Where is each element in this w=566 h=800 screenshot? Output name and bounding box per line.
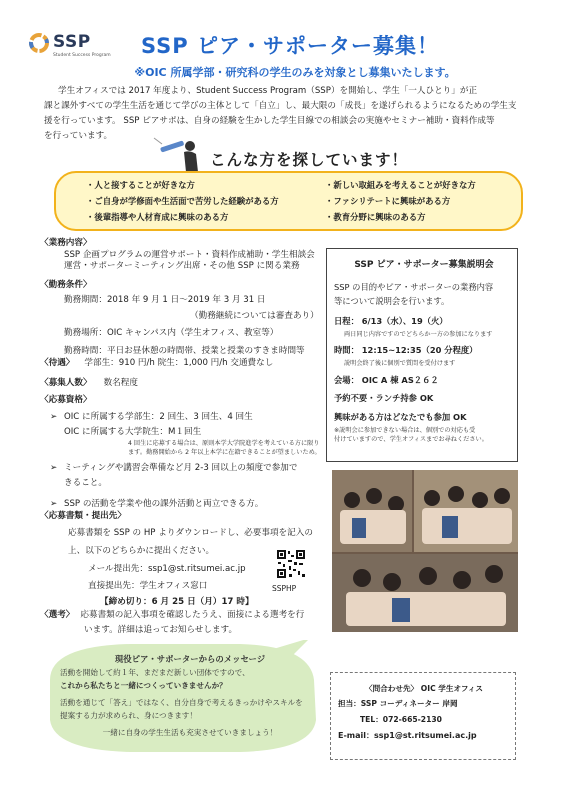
info-note: 興味がある方はどなたでも参加 OK [334,412,467,422]
qual-item [40,409,330,425]
contact-heading: 〈問合わせ先〉 OIC 学生オフィス [364,684,484,693]
intro-line: 課と課外すべての学生生活を通じて学びの主体として「自立」し、最大限の「成長」を遂げられるようになるための学生支 [44,101,517,111]
qual-text: OIC に所属する学部生：2 回生、3 回生、4 回生 [64,412,253,422]
conditions-period-note: （勤務継続については審査あり） [190,311,319,321]
contact-tel: TEL：072-665-2130 [360,715,442,724]
qual-text: ミーティングや講習会準備など月 2-3 回以上の頻度で参加で [64,463,298,473]
logo-subtext: Student Success Program [53,53,111,58]
intro-paragraph [44,84,524,144]
intro-line: 援を行っています。 SSP ピアサポは、自身の経験を生かした学生目線での相談会の実施やセミナー補助・資料作成等 [44,116,495,126]
bullet-arrow-icon: ➢ [50,463,58,473]
contact-content [338,682,510,744]
conditions-time: 勤務時間：平日お昼休憩の時間帯、授業と授業のすきま時間等 [64,346,305,356]
apply-line: 上、以下のどちらかに提出ください。 [68,546,215,556]
criteria-item: ・新しい取組みを考えることが好きな方 [325,180,476,190]
students-photos [332,470,518,632]
bullet-arrow-icon: ➢ [50,499,58,509]
duties-line: 運営・サポーターミーティング出席・その他 SSP に関る業務 [64,261,300,271]
criteria-item: ・人と接することが好きな方 [86,180,195,190]
info-desc: 等について説明会を行います。 [334,296,450,306]
message-line: 活動を通じて「答え」ではなく、自分自身で考えるきっかけやスキルを [60,698,303,707]
info-date: 日程： 6/13（水）、19（火） [334,316,448,326]
duties-line: SSP 企画プログラムの運営サポート・資料作成補助・学生相談会 [64,250,315,260]
criteria-left-list [86,177,306,225]
ssp-ring-icon [28,32,50,54]
qualification-section [40,393,330,512]
conditions-heading: 〈勤務条件〉 [40,280,92,290]
apply-deadline: 【締め切り：6 月 25 日（月）17 時】 [100,597,254,607]
duties-heading: 〈業務内容〉 [40,238,92,248]
info-note: 予約不要・ランチ持参 OK [334,393,434,403]
info-date-note: 両日同じ内容ですのでどちらか一方の参加になります [344,331,493,338]
apply-direct: 直接提出先：学生オフィス窓口 [88,581,208,591]
search-heading: こんな方を探しています！ [210,151,409,169]
criteria-item: ・ファシリテートに興味がある方 [325,196,451,206]
info-time: 時間： 12:15~12:35（20 分程度） [334,345,478,355]
info-venue: 会場： OIC A 棟 AS２６２ [334,375,439,385]
selection-section [40,608,340,638]
pay-heading: 〈待遇〉 [40,358,75,368]
message-line: 活動を開始して約１年、まだまだ新しい団体ですので、 [60,668,250,677]
info-session-title: SSP ピア・サポーター募集説明会 [354,260,494,270]
criteria-item: ・教育分野に興味のある方 [325,212,426,222]
criteria-item: ・後輩指導や人材育成に興味のある方 [86,212,229,222]
qual-note: ます。勤務開始から 2 年以上本学に在籍できることが望ましいため。 [128,449,321,456]
contact-email: E-mail：ssp1@st.ritsumei.ac.jp [338,731,477,740]
selection-line: います。詳細は追ってお知らせします。 [84,625,238,635]
message-line: 提案する力が求められ、身につきます！ [60,711,197,720]
intro-line: 学生オフィスでは 2017 年度より、Student Success Program（SSP）を開始し、学生「一人ひとり」が正 [58,86,478,96]
selection-line: 応募書類の記入事項を確認したうえ、面接による選考を行 [80,610,305,620]
qual-note: 4 回生に応募する場合は、原則本学大学院進学を考えている方に限り [128,440,320,447]
apply-heading: 〈応募書類・提出先〉 [40,511,126,521]
bullet-arrow-icon: ➢ [50,412,58,422]
ssp-logo [28,32,111,64]
qual-text: きること。 [64,478,107,488]
conditions-period: 勤務期間：2018 年 9 月 1 日～2019 年 3 月 31 日 [64,295,266,305]
criteria-right-list [325,177,525,225]
qualification-heading: 〈応募資格〉 [40,395,92,405]
count-heading: 〈募集人数〉 [40,378,92,388]
contact-person: 担当：SSP コーディネーター 岸岡 [338,699,458,708]
apply-line: 応募書類を SSP の HP よりダウンロードし、必要事項を記入の [68,528,313,538]
info-note-small: ※説明会に参加できない場合は、個別での対応も受 [334,427,476,434]
qr-label: SSPHP [272,584,297,593]
logo-name: SSP [53,32,91,52]
conditions-place: 勤務場所：OIC キャンパス内（学生オフィス、教室等） [64,328,279,338]
selection-row [40,608,340,623]
count-value: 数名程度 [103,378,138,388]
intro-line: を行っています。 [44,131,113,141]
criteria-item: ・ご自身が学修面や生活面で苦労した経験がある方 [86,196,279,206]
page-subtitle: ※OIC 所属学部・研究科の学生のみを対象とし募集いたします。 [134,66,456,79]
pay-value: 学部生：910 円/h 院生：1,000 円/h 交通費なし [84,358,274,368]
message-content [60,652,320,740]
qr-code-icon [276,549,306,579]
message-line: 一緒に自身の学生生活も充実させていきましょう！ [102,728,278,737]
pay-section [40,356,330,370]
qual-text: SSP の活動を学業や他の課外活動と両立できる方。 [64,499,264,509]
message-line: これから私たちと一緒につくっていきませんか？ [60,681,227,690]
apply-mail: メール提出先：ssp1@st.ritsumei.ac.jp [88,564,246,574]
info-note-small: 付けていますので、学生オフィスまでお尋ねください。 [334,436,488,443]
count-section [40,376,330,390]
page-title: SSP ピア・サポーター募集！ [140,34,439,58]
duties-section [40,236,320,272]
conditions-section [40,278,330,360]
qual-item [40,460,330,476]
info-desc: SSP の目的やピア・サポーターの業務内容 [334,282,494,292]
qual-text: OIC に所属する大学院生：M１回生 [64,427,202,437]
info-time-note: 説明会終了後に個別で質問を受付けます [344,360,456,367]
selection-heading: 〈選考〉 [40,610,75,620]
info-session-content [334,256,514,444]
message-title: 現役ピア・サポーターからのメッセージ [114,654,266,664]
